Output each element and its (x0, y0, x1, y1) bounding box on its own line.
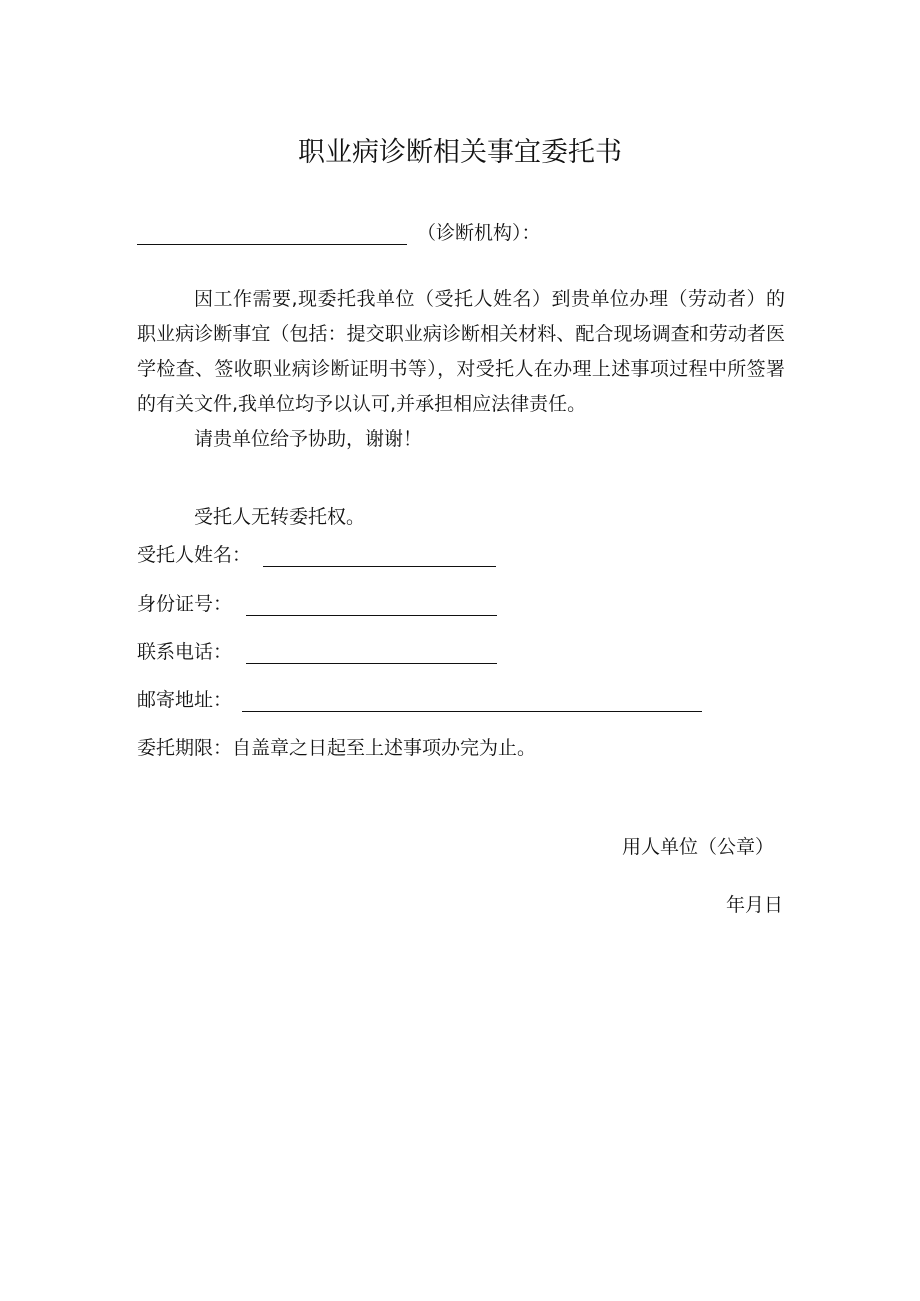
phone-field (137, 637, 497, 664)
phone-blank[interactable] (246, 641, 497, 664)
id-number-blank[interactable] (246, 593, 497, 616)
paragraph-main: 因工作需要,现委托我单位（受托人姓名）到贵单位办理（劳动者）的职业病诊断事宜（包括：提交职业病诊断相关材料、配合现场调查和劳动者医学检查、签收职业病诊断证明书等），对受托人在办理上述事项过程中所签署的有关文件,我单位均予以认可,并承担相应法律责任。 (137, 288, 785, 415)
period-value: 自盖章之日起至上述事项办完为止。 (232, 737, 537, 759)
addressee-line (137, 218, 541, 245)
trustee-name-field (137, 540, 496, 567)
period-label: 委托期限： (137, 737, 233, 759)
id-number-field (137, 589, 497, 616)
address-label: 邮寄地址： (137, 689, 233, 711)
trustee-name-label: 受托人姓名： (137, 544, 252, 566)
id-number-label: 身份证号： (137, 593, 233, 615)
paragraph-thanks: 请贵单位给予协助，谢谢！ (194, 428, 423, 450)
employer-seal-label: 用人单位（公章） (621, 836, 774, 858)
date-label: 年月日 (725, 894, 783, 916)
no-transfer-note: 受托人无转委托权。 (194, 506, 366, 528)
document-title: 职业病诊断相关事宜委托书 (298, 137, 622, 168)
body-text (137, 282, 785, 457)
addressee-suffix: （诊断机构）： (417, 222, 541, 244)
address-blank[interactable] (242, 689, 702, 712)
phone-label: 联系电话： (137, 641, 233, 663)
period-field (137, 733, 536, 760)
address-field (137, 685, 702, 712)
addressee-blank[interactable] (137, 222, 407, 245)
trustee-name-blank[interactable] (263, 544, 496, 567)
